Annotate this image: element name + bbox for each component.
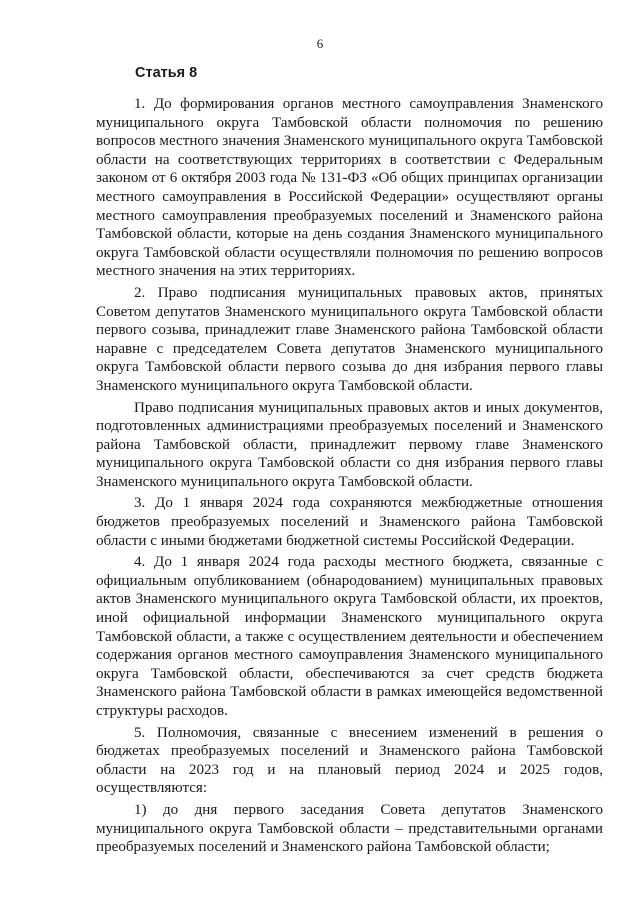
paragraph-1: 1. До формирования органов местного самоуправления Знаменского муниципального округа Тамбовской области полномочия по решению вопросов местного значения Знаменского муниципального округа Тамбовской области на соответствующих территориях в соответствии с Федеральным законом от 6 октября 2003 года № 131-ФЗ «Об общих принципах организации местного самоуправления в Российской Федерации» осуществляют органы местного самоуправления преобразуемых поселений и Знаменского района Тамбовской области, которые на день создания Знаменского муниципального округа Тамбовской области осуществляли полномочия по решению вопросов местного значения на этих территориях.: [96, 96, 603, 280]
paragraph-5: 5. Полномочия, связанные с внесением изменений в решения о бюджетах преобразуемых поселений и Знаменского района Тамбовской области на 2023 год и на плановый период 2024 и 2025 годов, осуществляются:: [96, 724, 603, 797]
page-number: 6: [316, 36, 324, 51]
paragraph-2-continued: Право подписания муниципальных правовых актов и иных документов, подготовленных администрациями преобразуемых поселений и Знаменского района Тамбовской области, принадлежит первому главе Знаменского муниципального округа Тамбовской области со дня избрания первого главы Знаменского муниципального округа Тамбовской области.: [96, 399, 603, 490]
paragraph-3: 3. До 1 января 2024 года сохраняются межбюджетные отношения бюджетов преобразуемых поселений и Знаменского района Тамбовской области с иными бюджетами бюджетной системы Российской Федерации.: [96, 495, 603, 549]
document-body: [96, 95, 603, 857]
paragraph-2: 2. Право подписания муниципальных правовых актов, принятых Советом депутатов Знаменского муниципального округа Тамбовской области первого созыва, принадлежит главе Знаменского района Тамбовской области наравне с председателем Совета депутатов Знаменского муниципального округа Тамбовской области первого созыва до дня избрания первого главы Знаменского муниципального округа Тамбовской области.: [96, 284, 603, 394]
article-heading: Статья 8: [135, 65, 198, 81]
paragraph-5-item-1: 1) до дня первого заседания Совета депутатов Знаменского муниципального округа Тамбовской области – представительными органами преобразуемых поселений и Знаменского района Тамбовской области;: [96, 801, 603, 856]
paragraph-4: 4. До 1 января 2024 года расходы местного бюджета, связанные с официальным опубликованием (обнародованием) муниципальных правовых актов Знаменского муниципального округа Тамбовской области, их проектов, иной официальной информации Знаменского муниципального округа Тамбовской области, а также с осуществлением деятельности и обеспечением содержания органов местного самоуправления Знаменского муниципального округа Тамбовской области, обеспечиваются за счет средств бюджета Знаменского района Тамбовской области в рамках имеющейся ведомственной структуры расходов.: [96, 554, 603, 719]
